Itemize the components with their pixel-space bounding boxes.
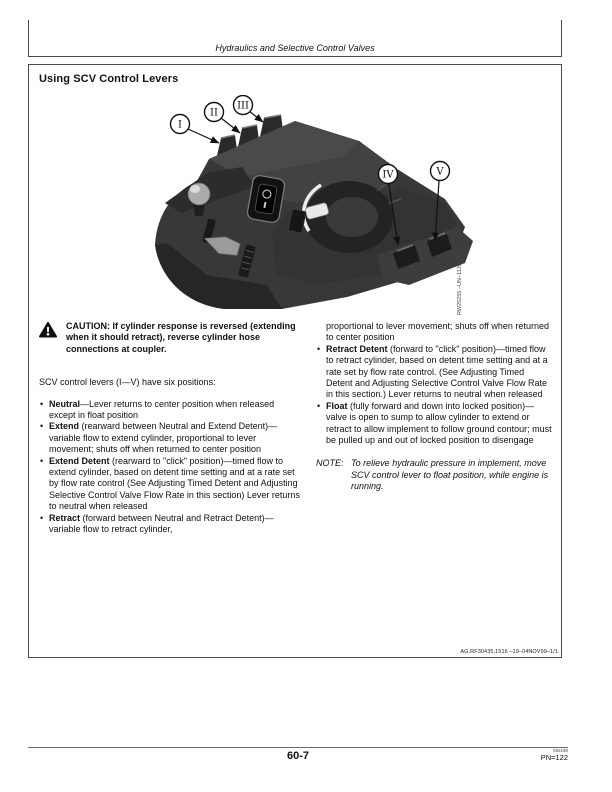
figure-citation: AG,RF30435,1516 –19–04NOV99–1/1 [460,649,558,655]
running-header [28,20,562,57]
print-code: 092190 [552,748,568,753]
caution-block [39,321,303,355]
callout-II: II [210,107,218,119]
page-number: 60-7 [286,750,310,762]
note-label: NOTE: [316,458,344,469]
list-item: • Neutral—Lever returns to center position when released except in float position [39,399,303,422]
left-column [39,321,303,536]
continuation-paragraph: proportional to lever movement; shuts off when returned to center position [326,321,549,343]
rocker-switch [246,175,285,224]
list-item: • Extend (rearward between Neutral and Extend Detent)—variable flow to extend cylinder, proportional to lever movement; shuts off when returned to center position [39,421,303,455]
callout-I: I [178,119,182,131]
warning-icon [39,321,57,355]
callout-IV: IV [382,169,394,181]
body-columns [39,321,553,536]
callout-III: III [237,100,249,112]
intro-paragraph: SCV control levers (I—V) have six positions: [39,377,216,388]
list-item: • Retract Detent (forward to "click" position)—timed flow to retract cylinder, based on detent time setting and at a rate set by flow rate control. (See Adjusting Timed Detent and Adjusting Selective Control Valve Flow Rate in this section.) Lever returns to neutral when released [316,344,553,401]
running-header-title: Hydraulics and Selective Control Valves [215,43,375,53]
content-box [28,64,562,658]
list-item: • Extend Detent (rearward to "click" position)—timed flow to extend cylinder, based on detent time setting and at a rate set by flow rate control (See Adjusting Timed Detent and Adjusting Selective Control Valve Flow Rate in this section) Lever returns to neutral when released [39,456,303,513]
caution-text: CAUTION: If cylinder response is reversed (extending when it should retract), reverse cylinder hose connections at coupler. [66,321,296,354]
footer-right [28,748,568,762]
figure-caption-vertical: RW25255 –UN–11JUN99 [457,252,463,315]
list-item: • Retract (forward between Neutral and Retract Detent)—variable flow to retract cylinder, [39,513,303,536]
list-item: • Float (fully forward and down into locked position)—valve is open to sump to allow cylinder to extend or retract to allow implement to follow ground contour; must be pulled up and out of locked position to disengage [316,401,553,447]
note-text: To relieve hydraulic pressure in implement, move SCV control lever to float position, while engine is running. [351,458,549,492]
positions-list-left [39,399,303,536]
positions-list-right [316,344,553,447]
note-block [316,458,553,492]
pn-label: PN=122 [540,753,568,762]
right-column [316,321,553,536]
callout-V: V [436,166,444,178]
scv-console-illustration [147,95,479,321]
section-title: Using SCV Control Levers [39,73,179,85]
